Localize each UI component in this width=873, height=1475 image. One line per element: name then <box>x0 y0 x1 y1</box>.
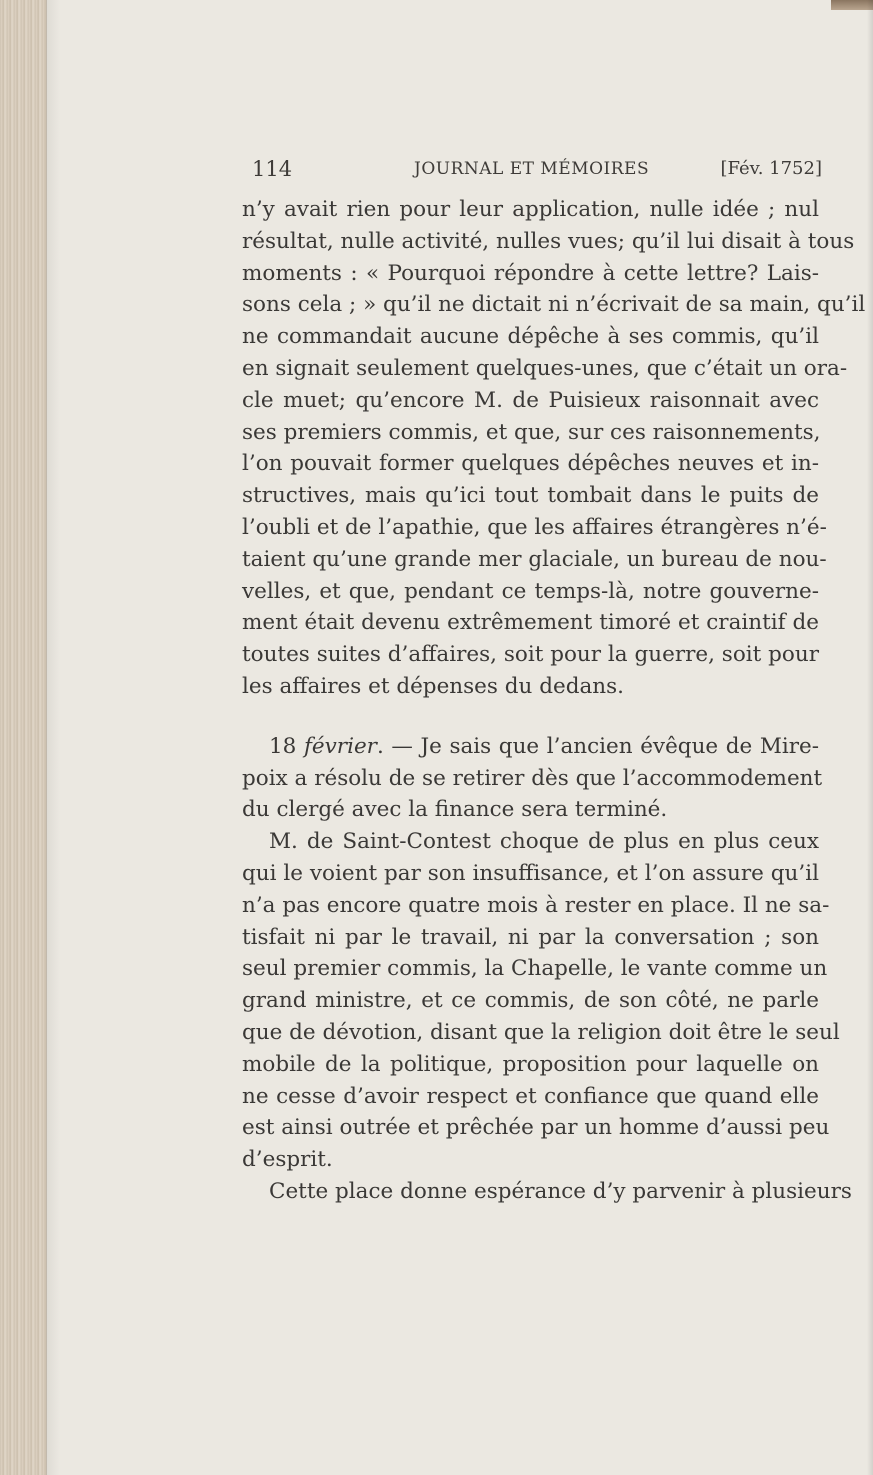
text-line: que de dévotion, disant que la religion doit être le seul <box>242 1019 840 1045</box>
text-line: d’esprit. <box>242 1147 333 1173</box>
text-line: ne commandait aucune dépêche à ses commis, qu’il <box>242 324 819 350</box>
text-line: en signait seulement quelques-unes, que c’était un ora- <box>242 355 848 381</box>
text-line: structives, mais qu’ici tout tombait dans le puits de <box>242 483 819 509</box>
text-line: mobile de la politique, proposition pour laquelle on <box>242 1051 819 1077</box>
page-edge <box>867 0 873 1475</box>
section-gap <box>242 703 819 731</box>
text-line: l’on pouvait former quelques dépêches neuves et in- <box>242 451 819 477</box>
entry-day: 18 <box>269 733 297 759</box>
entry-text: . — Je sais que l’ancien évêque de Mire- <box>376 733 819 759</box>
text-line: toutes suites d’affaires, soit pour la guerre, soit pour <box>242 642 819 668</box>
running-title: JOURNAL ET MÉMOIRES <box>414 159 650 179</box>
text-line: n’a pas encore quatre mois à rester en place. Il ne sa- <box>242 892 830 918</box>
text-line: ment était devenu extrêmement timoré et craintif de <box>242 610 819 636</box>
text-line: grand ministre, et ce commis, de son côté, ne parle <box>242 988 819 1014</box>
text-line: tisfait ni par le travail, ni par la conversation ; son <box>242 924 819 950</box>
text-line: seul premier commis, la Chapelle, le vante comme un <box>242 956 828 982</box>
book-spine <box>0 0 47 1475</box>
text-line: poix a résolu de se retirer dès que l’accommodement <box>242 765 823 791</box>
body-text <box>242 194 866 1208</box>
text-line: l’oubli et de l’apathie, que les affaires étrangères n’é- <box>242 514 827 540</box>
text-line: ne cesse d’avoir respect et confiance que quand elle <box>242 1083 819 1109</box>
text-line: résultat, nulle activité, nulles vues; qu’il lui disait à tous <box>242 228 855 254</box>
text-line: cle muet; qu’encore M. de Puisieux raisonnait avec <box>242 387 819 413</box>
entry-month: février <box>303 733 377 759</box>
text-line: est ainsi outrée et prêchée par un homme d’aussi peu <box>242 1115 830 1141</box>
text-line: taient qu’une grande mer glaciale, un bureau de nou- <box>242 546 827 572</box>
text-line: du clergé avec la finance sera terminé. <box>242 797 668 823</box>
page-number: 114 <box>252 157 293 181</box>
text-line: sons cela ; » qu’il ne dictait ni n’écrivait de sa main, qu’il <box>242 292 866 318</box>
text-line: moments : « Pourquoi répondre à cette lettre? Lais- <box>242 260 819 286</box>
text-line: M. de Saint-Contest choque de plus en plus ceux <box>269 829 819 855</box>
text-line: ses premiers commis, et que, sur ces raisonnements, <box>242 419 821 445</box>
gutter-shadow <box>46 0 60 1475</box>
dated-entry-line <box>242 731 819 763</box>
text-line: n’y avait rien pour leur application, nulle idée ; nul <box>242 197 819 222</box>
text-line: les affaires et dépenses du dedans. <box>242 673 624 699</box>
running-header <box>252 157 822 187</box>
text-line: Cette place donne espérance d’y parvenir à plusieurs <box>269 1178 852 1204</box>
text-line: qui le voient par son insuffisance, et l’on assure qu’il <box>242 860 819 886</box>
text-line: velles, et que, pendant ce temps-là, notre gouverne- <box>242 578 819 604</box>
header-date: [Fév. 1752] <box>720 158 822 179</box>
